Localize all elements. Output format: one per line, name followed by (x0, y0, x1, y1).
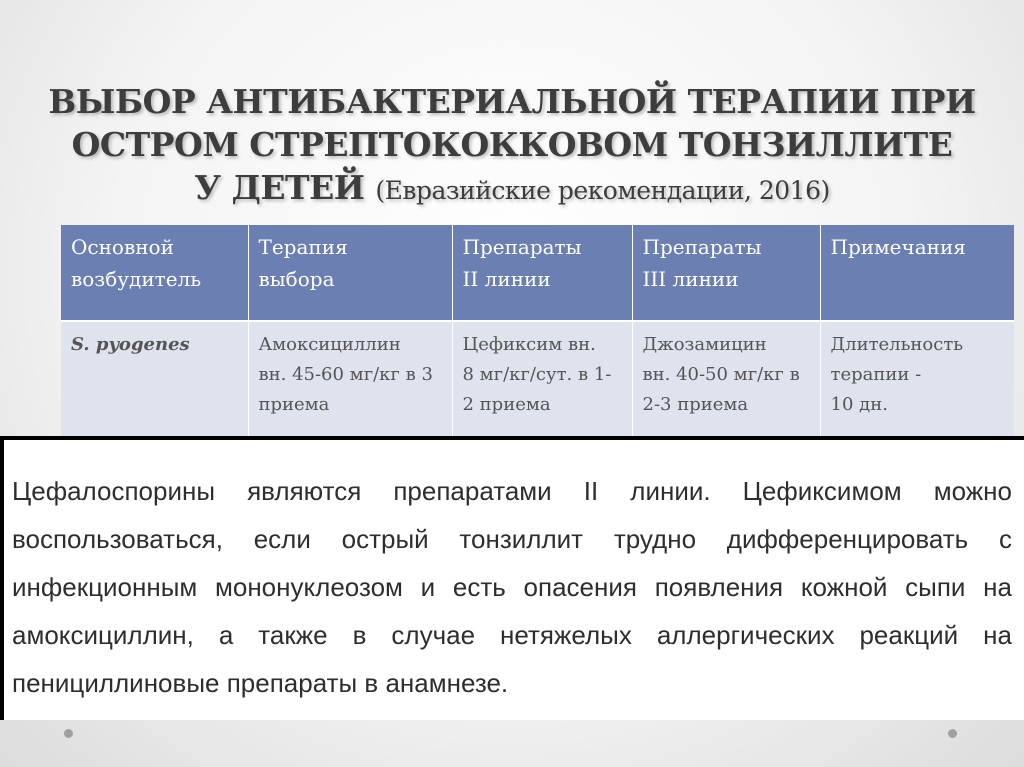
title-line-3 (40, 166, 984, 212)
table-row (61, 321, 1014, 451)
text-overlay-box (0, 436, 1024, 720)
header-main-pathogen (61, 225, 248, 321)
header-text: возбудитель (71, 267, 202, 291)
cell-text: приема (258, 394, 330, 415)
title-line-3-main: У ДЕТЕЙ (194, 168, 365, 207)
cell-text: терапии - (830, 364, 922, 385)
header-text: III линии (642, 267, 739, 291)
cell-text: 10 дн. (830, 394, 888, 415)
overlay-paragraph: Цефалоспорины являются препаратами II линии. Цефиксимом можно воспользоваться, если острый тонзиллит трудно дифференцировать с инфекционным мононуклеозом и есть опасения появления кожной сыпи на амоксициллин, а также в случае нетяжелых аллергических реакций на пенициллиновые препараты в анамнезе. (12, 476, 1012, 698)
cell-notes (820, 321, 1014, 451)
header-text: Препараты (462, 235, 582, 259)
cell-text: 2-3 приема (642, 394, 749, 415)
cell-first-line (248, 321, 452, 451)
header-second-line (452, 225, 632, 321)
table-header-row (61, 225, 1014, 321)
cell-text: S. pyogenes (71, 334, 190, 355)
header-text: выбора (258, 267, 335, 291)
slide-bullet-dot-left (64, 729, 73, 738)
cell-text: Длительность (830, 334, 964, 355)
cell-text: Джозамицин (642, 334, 767, 355)
slide-title (40, 80, 984, 212)
header-text: Терапия (258, 235, 348, 259)
cell-third-line (632, 321, 820, 451)
header-therapy-of-choice (248, 225, 452, 321)
header-third-line (632, 225, 820, 321)
title-line-2: ОСТРОМ СТРЕПТОКОККОВОМ ТОНЗИЛЛИТЕ (71, 125, 953, 164)
cell-text: Цефиксим вн. (462, 334, 596, 355)
title-line-3-sub: (Евразийские рекомендации, 2016) (375, 176, 830, 205)
cell-text: вн. 40-50 мг/кг в (642, 364, 800, 385)
cell-organism (61, 321, 248, 451)
cell-text: 8 мг/кг/сут. в 1- (462, 364, 612, 385)
title-line-1: ВЫБОР АНТИБАКТЕРИАЛЬНОЙ ТЕРАПИИ ПРИ (48, 82, 976, 121)
cell-second-line (452, 321, 632, 451)
header-text: Примечания (830, 235, 966, 259)
cell-text: вн. 45-60 мг/кг в 3 (258, 364, 433, 385)
slide-bullet-dot-right (948, 729, 957, 738)
header-notes (820, 225, 1014, 321)
header-text: Основной (71, 235, 174, 259)
header-text: Препараты (642, 235, 762, 259)
therapy-table (61, 225, 1014, 451)
cell-text: Амоксициллин (258, 334, 401, 355)
cell-text: 2 приема (462, 394, 551, 415)
header-text: II линии (462, 267, 551, 291)
